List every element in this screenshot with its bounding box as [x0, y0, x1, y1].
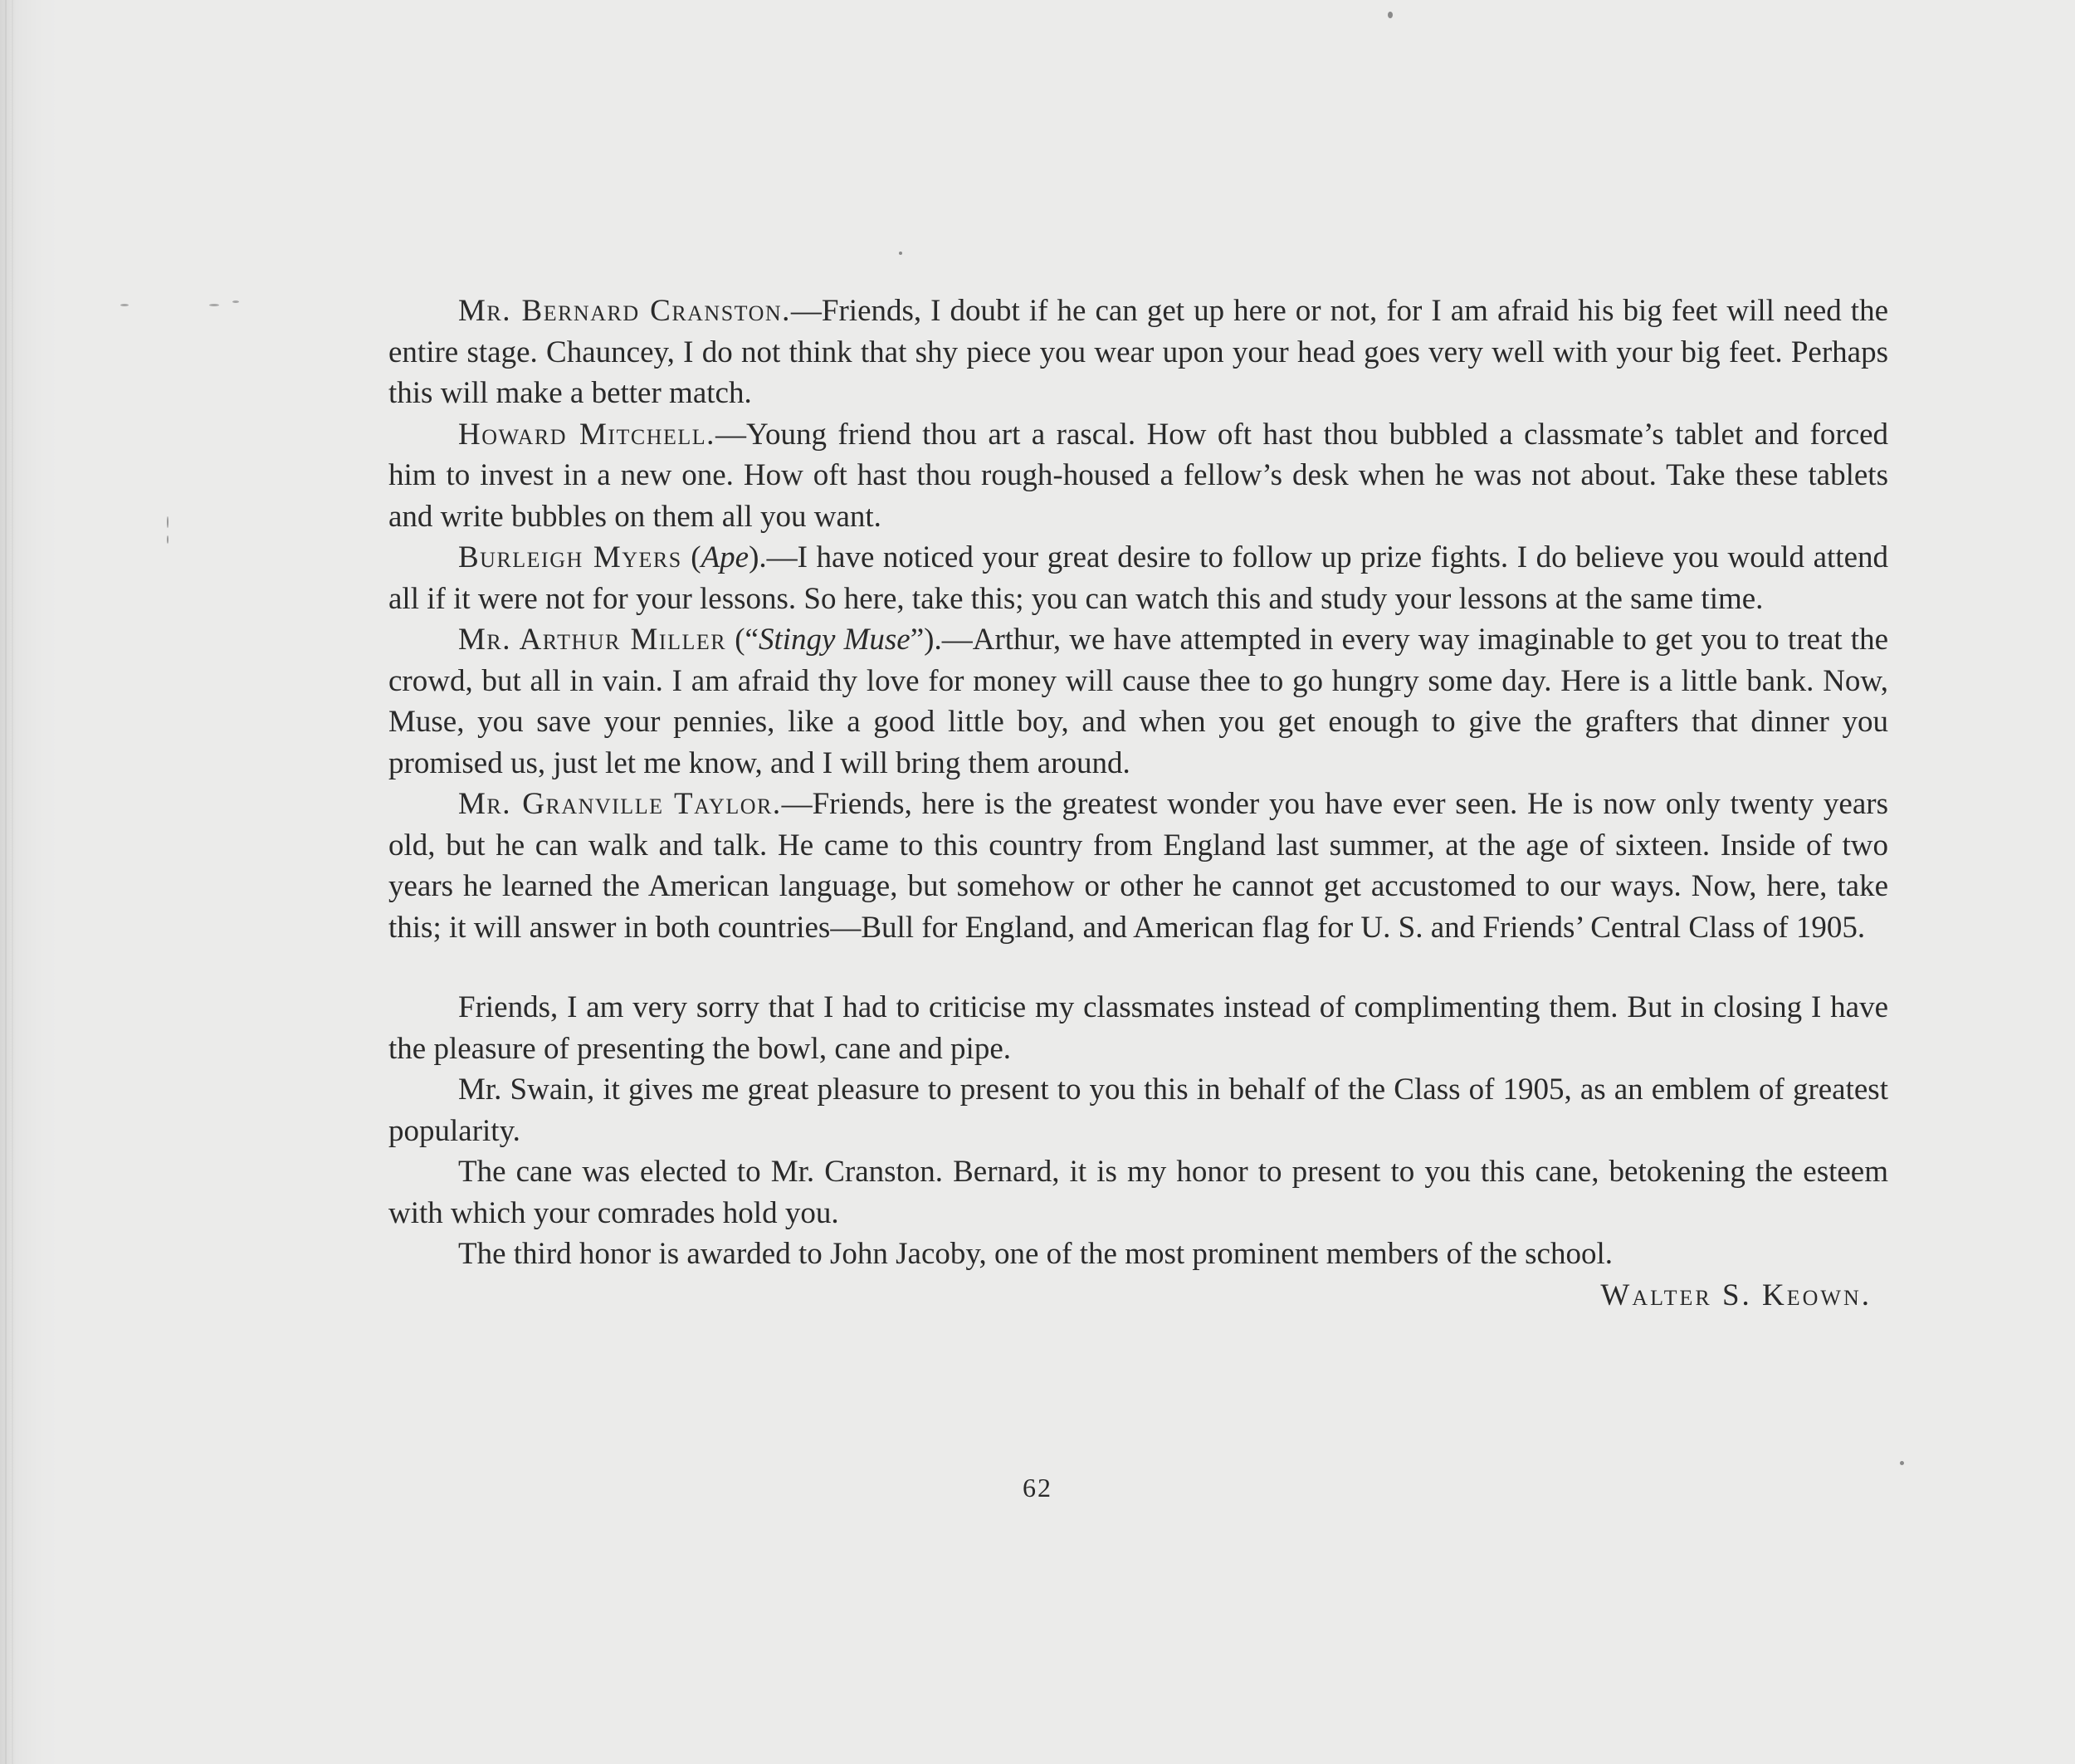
- speaker-name: Howard Mitchell.: [458, 417, 715, 452]
- paragraph-text: .—Arthur, we have attempted in every way imaginable to get you to treat the crowd, but all in vain. I am afraid thy love for money will cause thee to go hungry some day. Here is a little bank. Now, Muse, you save your pennies, like a good little boy, and when you get enough to give the grafters that dinner you promised us, just let me know, and I will bring them around.: [388, 623, 1888, 780]
- speaker-name: Mr. Granville Taylor.: [458, 787, 782, 821]
- speaker-name: Burleigh Myers: [458, 540, 682, 574]
- speaker-name: Mr. Bernard Cranston.: [458, 294, 791, 328]
- paragraph-text: .—I have noticed your great desire to follow up prize fights. I do believe you would attend all if it were not for your lessons. So here, take this; you can watch this and study your lessons at the same time.: [388, 540, 1888, 616]
- nickname-close: ): [749, 540, 759, 574]
- closing-paragraph: The cane was elected to Mr. Cranston. Bernard, it is my honor to present to you this cane, betokening the esteem with which your comrades hold you.: [388, 1155, 1888, 1230]
- scan-speck: [899, 252, 902, 255]
- speaker-name: Mr. Arthur Miller: [458, 623, 727, 657]
- paragraph-cranston: [388, 291, 1888, 414]
- scan-speck: [209, 304, 219, 306]
- section-gap: [388, 948, 1888, 987]
- paragraph-myers: [388, 537, 1888, 619]
- page-number: 62: [1023, 1473, 1052, 1503]
- nickname-open: (: [681, 540, 701, 574]
- paragraph-text: —Friends, here is the greatest wonder you have ever seen. He is now only twenty years old, but he can walk and talk. He came to this country from England last summer, at the age of sixteen. Inside of two years he learned the American language, but somehow or other he cannot get accustomed to our ways. Now, here, take this; it will answer in both countries—Bull for England, and American flag for U. S. and Friends’ Central Class of 1905.: [388, 787, 1888, 945]
- nickname: Ape: [701, 540, 749, 574]
- scan-speck: [167, 516, 168, 528]
- closing-paragraph: The third honor is awarded to John Jacoby, one of the most prominent members of the school.: [458, 1237, 1613, 1271]
- closing-paragraph: Mr. Swain, it gives me great pleasure to present to you this in behalf of the Class of 1905, as an emblem of greatest popularity.: [388, 1073, 1888, 1148]
- page-text: [388, 291, 1888, 1316]
- scan-speck: [167, 535, 168, 544]
- scan-speck: [120, 304, 129, 306]
- scan-speck: [1900, 1461, 1904, 1465]
- scan-speck: [1388, 12, 1393, 18]
- nickname-open: (“: [726, 623, 759, 657]
- nickname-close: ”): [910, 623, 935, 657]
- paragraph-taylor: [388, 784, 1888, 948]
- paragraph-miller: [388, 619, 1888, 784]
- paragraph-mitchell: [388, 414, 1888, 538]
- paragraph-text: —Friends, I doubt if he can get up here or not, for I am afraid his big feet will need the entire stage. Chauncey, I do not think that shy piece you wear upon your head goes very well with your big feet. Perhaps this will make a better match.: [388, 294, 1888, 410]
- paragraph-text: —Young friend thou art a rascal. How oft hast thou bubbled a classmate’s tablet and forced him to invest in a new one. How oft hast thou rough-housed a fellow’s desk when he was not about. Take these tablets and write bubbles on them all you want.: [388, 417, 1889, 534]
- scan-speck: [232, 301, 239, 303]
- signature: Walter S. Keown.: [1600, 1278, 1872, 1312]
- nickname: Stingy Muse: [758, 623, 911, 657]
- closing-paragraph: Friends, I am very sorry that I had to criticise my classmates instead of complimenting them. But in closing I have the pleasure of presenting the bowl, cane and pipe.: [388, 990, 1888, 1066]
